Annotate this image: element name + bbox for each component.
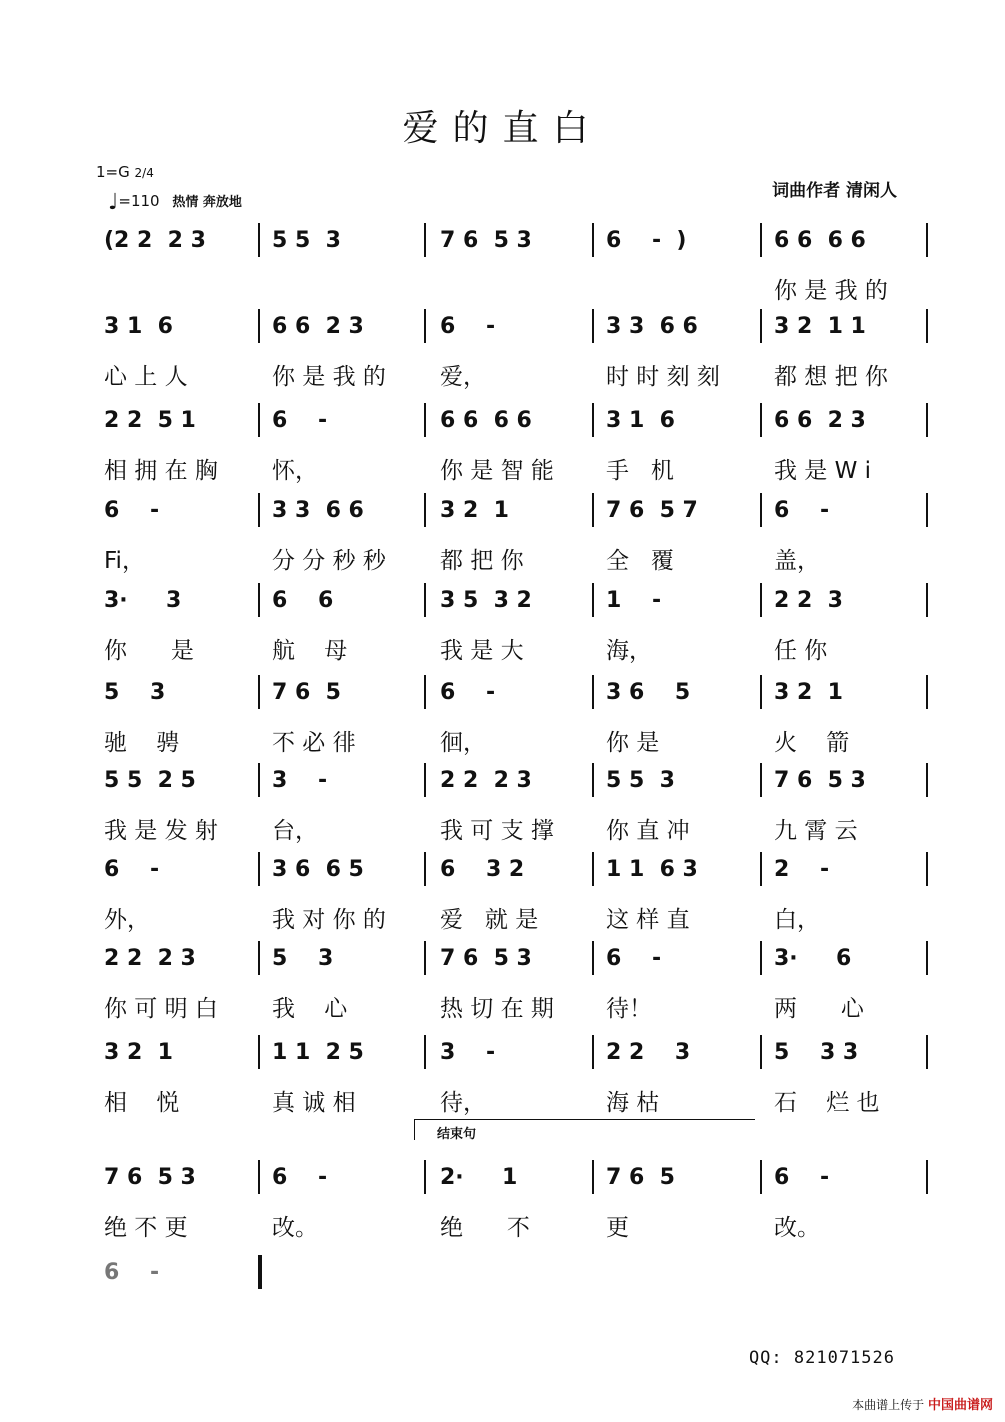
measure-notes: 3 - [272,768,328,793]
measure-lyrics: 怀， [272,458,318,484]
footer [852,1394,993,1413]
measure-notes: 6 - [606,946,662,971]
barline [926,583,928,617]
measure-notes: 6 6 2 3 [272,314,364,339]
measure-lyrics: 你 直 冲 [606,818,690,844]
barline [424,309,426,343]
measure-lyrics: 待， [440,1090,486,1116]
barline [760,309,762,343]
measure-notes: 2 2 2 3 [104,946,196,971]
measure-notes: 5 3 [272,946,334,971]
measure-notes: 5 5 2 5 [104,768,196,793]
barline [258,675,260,709]
author-credit: 词曲作者 清闲人 [772,181,897,201]
measure-notes: 6 6 [272,588,334,613]
measure-lyrics: 手 机 [606,458,674,484]
measure-notes: 3 3 6 6 [272,498,364,523]
measure-notes: 3 2 1 [774,680,843,705]
measure-notes: 3 1 6 [104,314,173,339]
ending-label: 结束句 [437,1127,477,1142]
measure-notes: 2 2 5 1 [104,408,196,433]
measure-notes: 5 5 3 [272,228,341,253]
measure-lyrics: 我 可 支 撑 [440,818,554,844]
barline [424,675,426,709]
barline [760,223,762,257]
measure-notes: 3 6 5 [606,680,691,705]
measure-notes: 2 2 3 [774,588,843,613]
measure-lyrics: 我 是 发 射 [104,818,218,844]
measure-lyrics: 待！ [606,996,652,1022]
barline [258,583,260,617]
measure-lyrics: 徊， [440,730,486,756]
measure-lyrics: 不 必 徘 [272,730,356,756]
measure-notes: 2 2 2 3 [440,768,532,793]
barline [760,493,762,527]
barline [424,941,426,975]
quarter-note-icon: ♩ [108,190,119,215]
barline [424,763,426,797]
measure-lyrics: 热 切 在 期 [440,996,554,1022]
measure-notes: (2 2 2 3 [104,228,206,253]
barline [592,583,594,617]
measure-notes: 2 - [774,857,830,882]
barline [258,941,260,975]
measure-lyrics: 心 上 人 [104,364,188,390]
measure-lyrics: 海 枯 [606,1090,660,1116]
measure-notes: 7 6 5 3 [440,946,532,971]
measure-notes: 3 1 6 [606,408,675,433]
measure-lyrics: 更 [606,1215,629,1241]
measure-lyrics: 航 母 [272,638,348,664]
measure-lyrics: 分 分 秒 秒 [272,548,386,574]
measure-notes: 6 6 6 6 [440,408,532,433]
barline [258,493,260,527]
barline [760,675,762,709]
measure-lyrics: 全 覆 [606,548,674,574]
measure-lyrics: 我 是 W i [774,458,872,484]
barline [258,1160,260,1194]
barline [592,1160,594,1194]
measure-lyrics: 相 悦 [104,1090,180,1116]
measure-notes: 3 6 6 5 [272,857,364,882]
measure-lyrics: 你 可 明 白 [104,996,218,1022]
barline [760,852,762,886]
barline [760,403,762,437]
time-signature: 2/4 [134,166,154,180]
barline [760,1035,762,1069]
barline [258,403,260,437]
expression-mark: 热情 奔放地 [172,195,242,210]
measure-notes: 3 5 3 2 [440,588,532,613]
barline [926,1035,928,1069]
measure-notes: 1 1 2 5 [272,1040,364,1065]
measure-lyrics: 改。 [774,1215,820,1241]
measure-notes: 6 - [272,1165,328,1190]
barline [760,941,762,975]
measure-lyrics: 绝 不 更 [104,1215,188,1241]
measure-lyrics: 海， [606,638,652,664]
barline [926,1160,928,1194]
measure-notes: 6 - [104,1260,160,1285]
ending-bracket [414,1119,755,1140]
barline [592,852,594,886]
measure-notes: 3 2 1 [440,498,509,523]
measure-lyrics: 都 想 把 你 [774,364,888,390]
measure-notes: 6 - [440,680,496,705]
measure-lyrics: 你 是 [606,730,660,756]
measure-notes: 6 - [774,1165,830,1190]
measure-notes: 6 6 6 6 [774,228,866,253]
measure-notes: 5 3 [104,680,166,705]
barline [926,403,928,437]
measure-notes: 2· 1 [440,1165,518,1190]
tempo-marking [108,190,242,215]
measure-lyrics: 九 霄 云 [774,818,858,844]
measure-notes: 7 6 5 3 [440,228,532,253]
measure-notes: 7 6 5 3 [104,1165,196,1190]
qq-contact: QQ: 821071526 [748,1348,895,1368]
measure-notes: 1 1 6 3 [606,857,698,882]
barline [424,852,426,886]
measure-lyrics: 盖， [774,548,820,574]
measure-lyrics: 你 是 我 的 [272,364,386,390]
measure-notes: 2 2 3 [606,1040,691,1065]
measure-lyrics: 白， [774,907,820,933]
barline [592,223,594,257]
measure-notes: 6 - [440,314,496,339]
measure-notes: 1 - [606,588,662,613]
measure-lyrics: 相 拥 在 胸 [104,458,218,484]
measure-notes: 6 - [104,498,160,523]
measure-lyrics: 你 是 我 的 [774,278,888,304]
key-label: 1=G [96,163,130,181]
measure-notes: 7 6 5 3 [774,768,866,793]
barline [424,403,426,437]
barline [926,309,928,343]
barline [424,223,426,257]
barline [424,493,426,527]
measure-lyrics: 时 时 刻 刻 [606,364,720,390]
measure-lyrics: 台， [272,818,318,844]
measure-notes: 7 6 5 [606,1165,675,1190]
barline [592,493,594,527]
tempo-value: =110 [118,192,160,210]
barline [258,1035,260,1069]
measure-lyrics: Fi， [104,548,145,574]
key-signature [96,163,154,181]
measure-notes: 6 3 2 [440,857,525,882]
footer-upload-text: 本曲谱上传于 [852,1398,925,1412]
measure-notes: 6 - [104,857,160,882]
measure-notes: 6 - [272,408,328,433]
measure-lyrics: 改。 [272,1215,318,1241]
measure-notes: 5 5 3 [606,768,675,793]
measure-lyrics: 石 烂 也 [774,1090,880,1116]
measure-notes: 3· 6 [774,946,852,971]
measure-lyrics: 绝 不 [440,1215,530,1241]
measure-lyrics: 你 是 智 能 [440,458,554,484]
measure-notes: 3 3 6 6 [606,314,698,339]
barline [258,223,260,257]
barline [592,1035,594,1069]
measure-lyrics: 我 是 大 [440,638,524,664]
barline [592,675,594,709]
measure-notes: 3 2 1 [104,1040,173,1065]
barline [926,675,928,709]
barline [760,583,762,617]
barline [258,1255,262,1289]
barline [424,1160,426,1194]
measure-lyrics: 驰 骋 [104,730,180,756]
measure-notes: 6 6 2 3 [774,408,866,433]
barline [926,852,928,886]
measure-notes: 3· 3 [104,588,182,613]
measure-lyrics: 任 你 [774,638,828,664]
barline [760,1160,762,1194]
barline [258,852,260,886]
barline [926,941,928,975]
measure-lyrics: 两 心 [774,996,864,1022]
song-title: 爱的直白 [402,108,603,149]
measure-lyrics: 真 诚 相 [272,1090,356,1116]
measure-notes: 7 6 5 [272,680,341,705]
measure-lyrics: 我 对 你 的 [272,907,386,933]
measure-notes: 6 - [774,498,830,523]
measure-notes: 3 2 1 1 [774,314,866,339]
measure-lyrics: 都 把 你 [440,548,524,574]
barline [424,583,426,617]
measure-lyrics: 这 样 直 [606,907,690,933]
measure-lyrics: 火 箭 [774,730,850,756]
measure-lyrics: 外， [104,907,150,933]
barline [592,763,594,797]
measure-notes: 3 - [440,1040,496,1065]
barline [258,763,260,797]
measure-notes: 7 6 5 7 [606,498,698,523]
site-logo: 中国曲谱网 [927,1398,993,1413]
measure-notes: 5 3 3 [774,1040,859,1065]
measure-lyrics: 我 心 [272,996,348,1022]
barline [592,403,594,437]
measure-lyrics: 爱， [440,364,486,390]
barline [592,941,594,975]
barline [592,309,594,343]
barline [258,309,260,343]
barline [760,763,762,797]
measure-notes: 6 - ) [606,228,687,253]
measure-lyrics: 爱 就 是 [440,907,539,933]
barline [424,1035,426,1069]
barline [926,763,928,797]
measure-lyrics: 你 是 [104,638,194,664]
barline [926,493,928,527]
barline [926,223,928,257]
